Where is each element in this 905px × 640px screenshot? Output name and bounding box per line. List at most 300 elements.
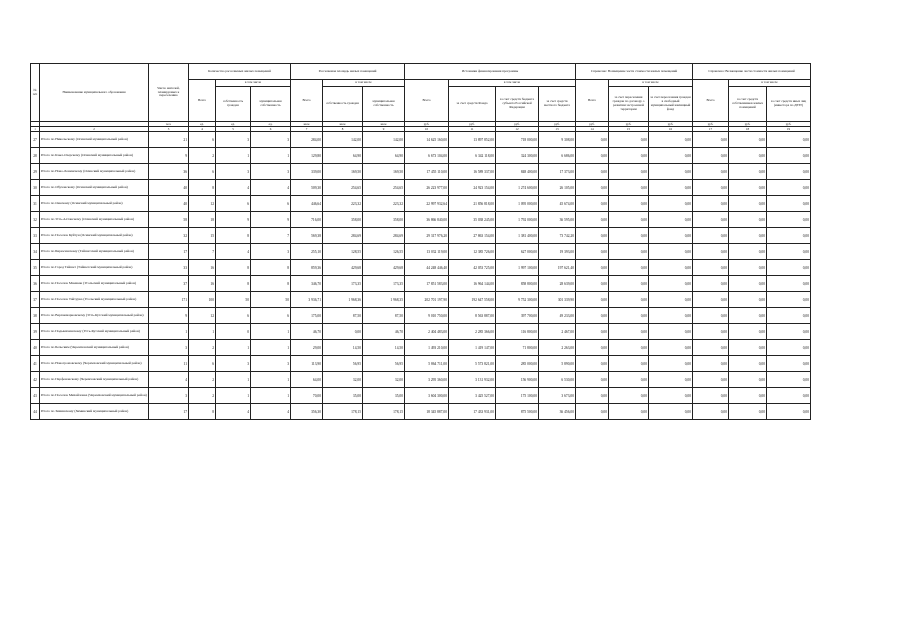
col-people-header: Число жителей, планируемых к переселению bbox=[149, 64, 189, 122]
cost-region-header: за счет средств бюджета субъекта Российской Федерации bbox=[496, 87, 539, 122]
value-cell: 0,00 bbox=[767, 132, 811, 148]
value-cell: 5 864 711,00 bbox=[405, 356, 449, 372]
value-cell: 32 bbox=[149, 228, 189, 244]
value-cell: 254,65 bbox=[363, 180, 405, 196]
value-cell: 0,00 bbox=[693, 276, 729, 292]
value-cell: 3 bbox=[216, 164, 251, 180]
value-cell: 29,00 bbox=[291, 340, 323, 356]
value-cell: 113,90 bbox=[291, 356, 323, 372]
value-cell: 4 bbox=[216, 404, 251, 420]
value-cell: 178,15 bbox=[363, 404, 405, 420]
value-cell: 9 752 300,00 bbox=[496, 292, 539, 308]
value-cell: 0,00 bbox=[767, 260, 811, 276]
column-number-cell: 5 bbox=[216, 127, 251, 132]
municipality-name: Итого по Обуховскому (Осинский муниципальный район) bbox=[40, 180, 149, 196]
column-number-cell: 16 bbox=[649, 127, 693, 132]
value-cell: 0,00 bbox=[693, 212, 729, 228]
value-cell: 0,00 bbox=[576, 244, 609, 260]
value-cell: 446,64 bbox=[291, 196, 323, 212]
ref2-owners-header: за счет средств собственников жилых помещений bbox=[729, 87, 767, 122]
value-cell: 128,55 bbox=[323, 244, 363, 260]
value-cell: 202 701 197,90 bbox=[405, 292, 449, 308]
value-cell: 29 317 976,20 bbox=[405, 228, 449, 244]
value-cell: 0,00 bbox=[693, 132, 729, 148]
value-cell: 0,00 bbox=[767, 212, 811, 228]
value-cell: 0,00 bbox=[767, 372, 811, 388]
value-cell: 56,95 bbox=[363, 356, 405, 372]
value-cell: 0,00 bbox=[609, 228, 649, 244]
table-row bbox=[31, 148, 811, 164]
table-row bbox=[31, 388, 811, 404]
value-cell: 0,00 bbox=[609, 148, 649, 164]
value-cell: 0,00 bbox=[729, 148, 767, 164]
value-cell: 0,00 bbox=[576, 404, 609, 420]
value-cell: 285 000,00 bbox=[496, 356, 539, 372]
value-cell: 32,00 bbox=[323, 372, 363, 388]
value-cell: 0,00 bbox=[729, 228, 767, 244]
value-cell: 14,50 bbox=[323, 340, 363, 356]
table-row bbox=[31, 356, 811, 372]
value-cell: 35,00 bbox=[363, 388, 405, 404]
value-cell: 1 274 600,00 bbox=[496, 180, 539, 196]
value-cell: 0,00 bbox=[729, 372, 767, 388]
group-count-header: Количество расселяемых жилых помещений bbox=[189, 64, 291, 80]
table-row bbox=[31, 340, 811, 356]
value-cell: 6 bbox=[216, 308, 251, 324]
value-cell: 429,68 bbox=[363, 260, 405, 276]
value-cell: 356,30 bbox=[291, 404, 323, 420]
value-cell: 0,00 bbox=[729, 132, 767, 148]
value-cell: 14,50 bbox=[363, 340, 405, 356]
area-municipal-header: муниципальная собственность bbox=[363, 87, 405, 122]
value-cell: 0,00 bbox=[693, 228, 729, 244]
value-cell: 8 563 887,00 bbox=[449, 308, 496, 324]
value-cell: 0 bbox=[216, 324, 251, 340]
value-cell: 7 bbox=[251, 228, 291, 244]
cost-incl-header: в том числе bbox=[449, 80, 576, 87]
value-cell: 87,50 bbox=[363, 308, 405, 324]
group-area-header: Расселяемая площадь жилых помещений bbox=[291, 64, 405, 80]
value-cell: 26 105,00 bbox=[539, 180, 576, 196]
value-cell: 64,90 bbox=[323, 148, 363, 164]
value-cell: 2 bbox=[189, 340, 216, 356]
value-cell: 0,00 bbox=[609, 164, 649, 180]
value-cell: 3 425 527,00 bbox=[449, 388, 496, 404]
value-cell: 284,69 bbox=[363, 228, 405, 244]
table-row bbox=[31, 132, 811, 148]
value-cell: 346,70 bbox=[291, 276, 323, 292]
value-cell: 0,00 bbox=[693, 404, 729, 420]
value-cell: 126,55 bbox=[363, 244, 405, 260]
group-ref2-header: Справочно: Возмещение части стоимости жилых помещений bbox=[693, 64, 811, 80]
value-cell: 0,00 bbox=[649, 196, 693, 212]
value-cell: 3 bbox=[149, 340, 189, 356]
value-cell: 14 625 160,00 bbox=[405, 132, 449, 148]
value-cell: 0,00 bbox=[729, 404, 767, 420]
value-cell: 358,00 bbox=[363, 212, 405, 228]
value-cell: 0,00 bbox=[649, 132, 693, 148]
value-cell: 0,00 bbox=[649, 324, 693, 340]
value-cell: 0,00 bbox=[729, 212, 767, 228]
value-cell: 0,00 bbox=[576, 292, 609, 308]
value-cell: 8 bbox=[216, 228, 251, 244]
value-cell: 36 595,00 bbox=[539, 212, 576, 228]
column-number-cell: 11 bbox=[449, 127, 496, 132]
municipality-name: Итого по Бирюсинскому (Тайшетский муниципальный район) bbox=[40, 244, 149, 260]
unit-cell: руб. bbox=[693, 122, 729, 127]
value-cell: 8 bbox=[216, 276, 251, 292]
value-cell: 17 851 583,00 bbox=[405, 276, 449, 292]
value-cell: 0,00 bbox=[729, 388, 767, 404]
count-municipal-header: муниципальная собственность bbox=[251, 87, 291, 122]
value-cell: 3 131 932,00 bbox=[449, 372, 496, 388]
value-cell: 2 bbox=[189, 372, 216, 388]
value-cell: 1 bbox=[251, 388, 291, 404]
value-cell: 339,00 bbox=[291, 164, 323, 180]
column-number-cell: 15 bbox=[609, 127, 649, 132]
value-cell: 64,00 bbox=[291, 372, 323, 388]
ref2-total-header: Всего bbox=[693, 80, 729, 122]
value-cell: 2 bbox=[189, 148, 216, 164]
value-cell: 16 589 337,00 bbox=[449, 164, 496, 180]
value-cell: 1 bbox=[216, 388, 251, 404]
cost-total-header: Всего bbox=[405, 80, 449, 122]
value-cell: 6 bbox=[189, 132, 216, 148]
value-cell: 0,00 bbox=[693, 340, 729, 356]
column-number-cell: 18 bbox=[729, 127, 767, 132]
municipality-name: Итого по Кзыл-Озерскому (Осинский муниципальный район) bbox=[40, 148, 149, 164]
column-number-cell: 10 bbox=[405, 127, 449, 132]
row-number: 30 bbox=[31, 180, 40, 196]
count-total-header: Всего bbox=[189, 80, 216, 122]
ref1-free-fund-header: за счет переселения граждан в свободный муниципальный жилищный фонд bbox=[649, 87, 693, 122]
value-cell: 0,00 bbox=[693, 356, 729, 372]
value-cell: 8 bbox=[189, 404, 216, 420]
value-cell: 284,69 bbox=[323, 228, 363, 244]
value-cell: 197 621,40 bbox=[539, 260, 576, 276]
value-cell: 0,00 bbox=[729, 340, 767, 356]
value-cell: 0,00 bbox=[767, 324, 811, 340]
value-cell: 859,36 bbox=[291, 260, 323, 276]
value-cell: 397 700,00 bbox=[496, 308, 539, 324]
municipality-name: Итого по Зиминскому (Зиминский муниципальный район) bbox=[40, 404, 149, 420]
value-cell: 17 455 110,00 bbox=[405, 164, 449, 180]
value-cell: 0,00 bbox=[767, 244, 811, 260]
value-cell: 0,00 bbox=[576, 356, 609, 372]
value-cell: 12 bbox=[189, 308, 216, 324]
value-cell: 0,00 bbox=[609, 308, 649, 324]
value-cell: 0,00 bbox=[693, 180, 729, 196]
value-cell: 0,00 bbox=[576, 324, 609, 340]
value-cell: 1 792 000,00 bbox=[496, 212, 539, 228]
value-cell: 1 bbox=[216, 340, 251, 356]
value-cell: 1 bbox=[216, 148, 251, 164]
row-number: 33 bbox=[31, 228, 40, 244]
value-cell: 254,65 bbox=[323, 180, 363, 196]
value-cell: 3 604 300,00 bbox=[405, 388, 449, 404]
municipality-name: Итого по Бельским (Черемховский муниципальный район) bbox=[40, 340, 149, 356]
value-cell: 0,00 bbox=[649, 228, 693, 244]
value-cell: 21 bbox=[149, 132, 189, 148]
table-row bbox=[31, 164, 811, 180]
column-number-cell: 3 bbox=[149, 127, 189, 132]
value-cell: 0,00 bbox=[576, 228, 609, 244]
value-cell: 4 bbox=[149, 372, 189, 388]
value-cell: 21 856 818,00 bbox=[449, 196, 496, 212]
unit-cell: ед. bbox=[216, 122, 251, 127]
value-cell: 0,00 bbox=[649, 388, 693, 404]
municipality-name: Итого по Усть-Алтанскому (Осинский муниципальный район) bbox=[40, 212, 149, 228]
column-number-cell: 8 bbox=[323, 127, 363, 132]
value-cell: 0,00 bbox=[693, 164, 729, 180]
value-cell: 0,00 bbox=[649, 292, 693, 308]
table-row bbox=[31, 404, 811, 420]
value-cell: 1 419 147,00 bbox=[449, 340, 496, 356]
value-cell: 718 000,00 bbox=[496, 132, 539, 148]
column-number-cell: 7 bbox=[291, 127, 323, 132]
row-number: 31 bbox=[31, 196, 40, 212]
value-cell: 0,00 bbox=[767, 356, 811, 372]
value-cell: 0,00 bbox=[576, 196, 609, 212]
area-total-header: Всего bbox=[291, 80, 323, 122]
value-cell: 15 bbox=[189, 228, 216, 244]
value-cell: 1 bbox=[251, 148, 291, 164]
value-cell: 0,00 bbox=[576, 212, 609, 228]
value-cell: 0,00 bbox=[609, 388, 649, 404]
unit-cell: руб. bbox=[609, 122, 649, 127]
municipality-name: Итого по Город Тайшет (Тайшетский муниципальный район) bbox=[40, 260, 149, 276]
column-number-cell: 1 bbox=[31, 127, 40, 132]
value-cell: 6 bbox=[216, 196, 251, 212]
value-cell: 0,00 bbox=[609, 356, 649, 372]
value-cell: 3 936,71 bbox=[291, 292, 323, 308]
value-cell: 42 053 725,00 bbox=[449, 260, 496, 276]
value-cell: 0,00 bbox=[649, 260, 693, 276]
value-cell: 64,90 bbox=[363, 148, 405, 164]
value-cell: 0,00 bbox=[609, 180, 649, 196]
value-cell: 0,00 bbox=[729, 324, 767, 340]
value-cell: 6 530,00 bbox=[539, 372, 576, 388]
value-cell: 858 800,00 bbox=[496, 276, 539, 292]
value-cell: 9 bbox=[251, 212, 291, 228]
value-cell: 0,00 bbox=[693, 148, 729, 164]
value-cell: 50 bbox=[216, 292, 251, 308]
row-number: 27 bbox=[31, 132, 40, 148]
row-number: 39 bbox=[31, 324, 40, 340]
value-cell: 142,00 bbox=[323, 132, 363, 148]
table-row bbox=[31, 212, 811, 228]
value-cell: 0,00 bbox=[767, 292, 811, 308]
value-cell: 0,00 bbox=[649, 180, 693, 196]
value-cell: 3 bbox=[251, 132, 291, 148]
value-cell: 17 bbox=[149, 404, 189, 420]
value-cell: 0,00 bbox=[729, 244, 767, 260]
value-cell: 1 bbox=[251, 324, 291, 340]
value-cell: 33 bbox=[149, 260, 189, 276]
value-cell: 171 bbox=[149, 292, 189, 308]
value-cell: 44 248 446,40 bbox=[405, 260, 449, 276]
value-cell: 1 381 400,00 bbox=[496, 228, 539, 244]
value-cell: 9 308,00 bbox=[539, 132, 576, 148]
value-cell: 175 100,00 bbox=[496, 388, 539, 404]
value-cell: 0,00 bbox=[729, 196, 767, 212]
value-cell: 169,50 bbox=[363, 164, 405, 180]
value-cell: 0,00 bbox=[693, 260, 729, 276]
row-number: 40 bbox=[31, 340, 40, 356]
value-cell: 0,00 bbox=[649, 404, 693, 420]
value-cell: 1 bbox=[189, 324, 216, 340]
value-cell: 173,35 bbox=[323, 276, 363, 292]
value-cell: 18 345 887,00 bbox=[405, 404, 449, 420]
row-number: 37 bbox=[31, 292, 40, 308]
value-cell: 129,80 bbox=[291, 148, 323, 164]
ref1-total-header: Всего bbox=[576, 80, 609, 122]
municipality-name: Итого по Парфеновскому (Черемховский муниципальный район) bbox=[40, 372, 149, 388]
value-cell: 6 bbox=[251, 196, 291, 212]
value-cell: 0,00 bbox=[767, 164, 811, 180]
unit-cell: кв.м bbox=[291, 122, 323, 127]
value-cell: 6 bbox=[189, 164, 216, 180]
value-cell: 0,00 bbox=[693, 372, 729, 388]
value-cell: 32,00 bbox=[363, 372, 405, 388]
value-cell: 12 385 726,00 bbox=[449, 244, 496, 260]
value-cell: 40 bbox=[149, 196, 189, 212]
value-cell: 17 bbox=[149, 244, 189, 260]
value-cell: 1 bbox=[251, 340, 291, 356]
value-cell: 192 647 558,00 bbox=[449, 292, 496, 308]
value-cell: 16 bbox=[189, 276, 216, 292]
value-cell: 28 639,00 bbox=[539, 276, 576, 292]
value-cell: 0,00 bbox=[729, 276, 767, 292]
value-cell: 6 673 104,00 bbox=[405, 148, 449, 164]
value-cell: 0,00 bbox=[576, 148, 609, 164]
value-cell: 848 400,00 bbox=[496, 164, 539, 180]
value-cell: 13 032 119,00 bbox=[405, 244, 449, 260]
value-cell: 0,00 bbox=[609, 244, 649, 260]
row-number: 41 bbox=[31, 356, 40, 372]
value-cell: 1 095 000,00 bbox=[496, 196, 539, 212]
value-cell: 178,15 bbox=[323, 404, 363, 420]
column-number-cell: 9 bbox=[363, 127, 405, 132]
value-cell: 46,70 bbox=[291, 324, 323, 340]
ref2-investor-header: за счет средств иных лиц (инвестора по ДРЗТ) bbox=[767, 87, 811, 122]
table-row bbox=[31, 292, 811, 308]
table-row bbox=[31, 228, 811, 244]
column-number-cell: 14 bbox=[576, 127, 609, 132]
resettlement-table bbox=[30, 63, 811, 420]
value-cell: 301 339,90 bbox=[539, 292, 576, 308]
value-cell: 627 000,00 bbox=[496, 244, 539, 260]
value-cell: 0,00 bbox=[649, 276, 693, 292]
area-owner-header: собственность граждан bbox=[323, 87, 363, 122]
unit-cell: руб. bbox=[649, 122, 693, 127]
value-cell: 3 bbox=[149, 388, 189, 404]
value-cell: 0,00 bbox=[693, 324, 729, 340]
value-cell: 0,00 bbox=[729, 260, 767, 276]
value-cell: 116 800,00 bbox=[496, 324, 539, 340]
value-cell: 2 263,00 bbox=[539, 340, 576, 356]
value-cell: 223,32 bbox=[363, 196, 405, 212]
value-cell: 0,00 bbox=[609, 196, 649, 212]
value-cell: 0,00 bbox=[649, 340, 693, 356]
column-number-cell: 19 bbox=[767, 127, 811, 132]
value-cell: 4 bbox=[251, 404, 291, 420]
value-cell: 0,00 bbox=[609, 404, 649, 420]
value-cell: 0,00 bbox=[767, 404, 811, 420]
value-cell: 35 038 245,00 bbox=[449, 212, 496, 228]
value-cell: 0,00 bbox=[649, 372, 693, 388]
value-cell: 49 233,00 bbox=[539, 308, 576, 324]
value-cell: 24 923 154,00 bbox=[449, 180, 496, 196]
unit-cell: руб. bbox=[576, 122, 609, 127]
row-number: 35 bbox=[31, 260, 40, 276]
value-cell: 7 bbox=[189, 244, 216, 260]
value-cell: 875 500,00 bbox=[496, 404, 539, 420]
municipality-name: Итого по Поселок Мамакан (Усольский муниципальный район) bbox=[40, 276, 149, 292]
value-cell: 1 493 210,00 bbox=[405, 340, 449, 356]
unit-cell: чел. bbox=[149, 122, 189, 127]
value-cell: 16 bbox=[189, 260, 216, 276]
value-cell: 0,00 bbox=[767, 148, 811, 164]
value-cell: 0,00 bbox=[767, 196, 811, 212]
value-cell: 58 bbox=[149, 212, 189, 228]
value-cell: 12 bbox=[189, 196, 216, 212]
value-cell: 0,00 bbox=[767, 308, 811, 324]
value-cell: 26 223 977,00 bbox=[405, 180, 449, 196]
col-no-header: № п/п bbox=[31, 64, 40, 122]
value-cell: 46,70 bbox=[363, 324, 405, 340]
value-cell: 37 bbox=[149, 276, 189, 292]
value-cell: 175,00 bbox=[291, 308, 323, 324]
value-cell: 6 342 118,00 bbox=[449, 148, 496, 164]
value-cell: 0,00 bbox=[693, 308, 729, 324]
value-cell: 4 bbox=[216, 244, 251, 260]
value-cell: 0,00 bbox=[693, 196, 729, 212]
value-cell: 716,00 bbox=[291, 212, 323, 228]
column-number-cell: 4 bbox=[189, 127, 216, 132]
value-cell: 17 373,00 bbox=[539, 164, 576, 180]
municipality-name: Итого по Подымахинскому (Усть-Кутский муниципальный район) bbox=[40, 324, 149, 340]
unit-cell: ед. bbox=[189, 122, 216, 127]
value-cell: 3 bbox=[216, 356, 251, 372]
value-cell: 0,00 bbox=[767, 276, 811, 292]
table-row bbox=[31, 260, 811, 276]
table-row bbox=[31, 372, 811, 388]
municipality-name: Итого по Поселок Михайловка (Черемховский муниципальный район) bbox=[40, 388, 149, 404]
value-cell: 0,00 bbox=[767, 388, 811, 404]
value-cell: 36 456,00 bbox=[539, 404, 576, 420]
row-number: 36 bbox=[31, 276, 40, 292]
municipality-name: Итого по Ново-Ленинскому (Осинский муниципальный район) bbox=[40, 164, 149, 180]
value-cell: 0,00 bbox=[649, 308, 693, 324]
value-cell: 0,00 bbox=[729, 180, 767, 196]
value-cell: 35,00 bbox=[323, 388, 363, 404]
value-cell: 142,00 bbox=[363, 132, 405, 148]
table-row bbox=[31, 324, 811, 340]
value-cell: 2 467,00 bbox=[539, 324, 576, 340]
unit-cell: кв.м bbox=[323, 122, 363, 127]
value-cell: 0,00 bbox=[609, 212, 649, 228]
value-cell: 36 bbox=[149, 164, 189, 180]
value-cell: 18 bbox=[189, 212, 216, 228]
table-row bbox=[31, 180, 811, 196]
row-number: 43 bbox=[31, 388, 40, 404]
value-cell: 5 890,00 bbox=[539, 356, 576, 372]
value-cell: 87,50 bbox=[323, 308, 363, 324]
value-cell: 3 bbox=[251, 244, 291, 260]
column-number-cell: 2 bbox=[40, 127, 149, 132]
value-cell: 2 285 366,00 bbox=[449, 324, 496, 340]
